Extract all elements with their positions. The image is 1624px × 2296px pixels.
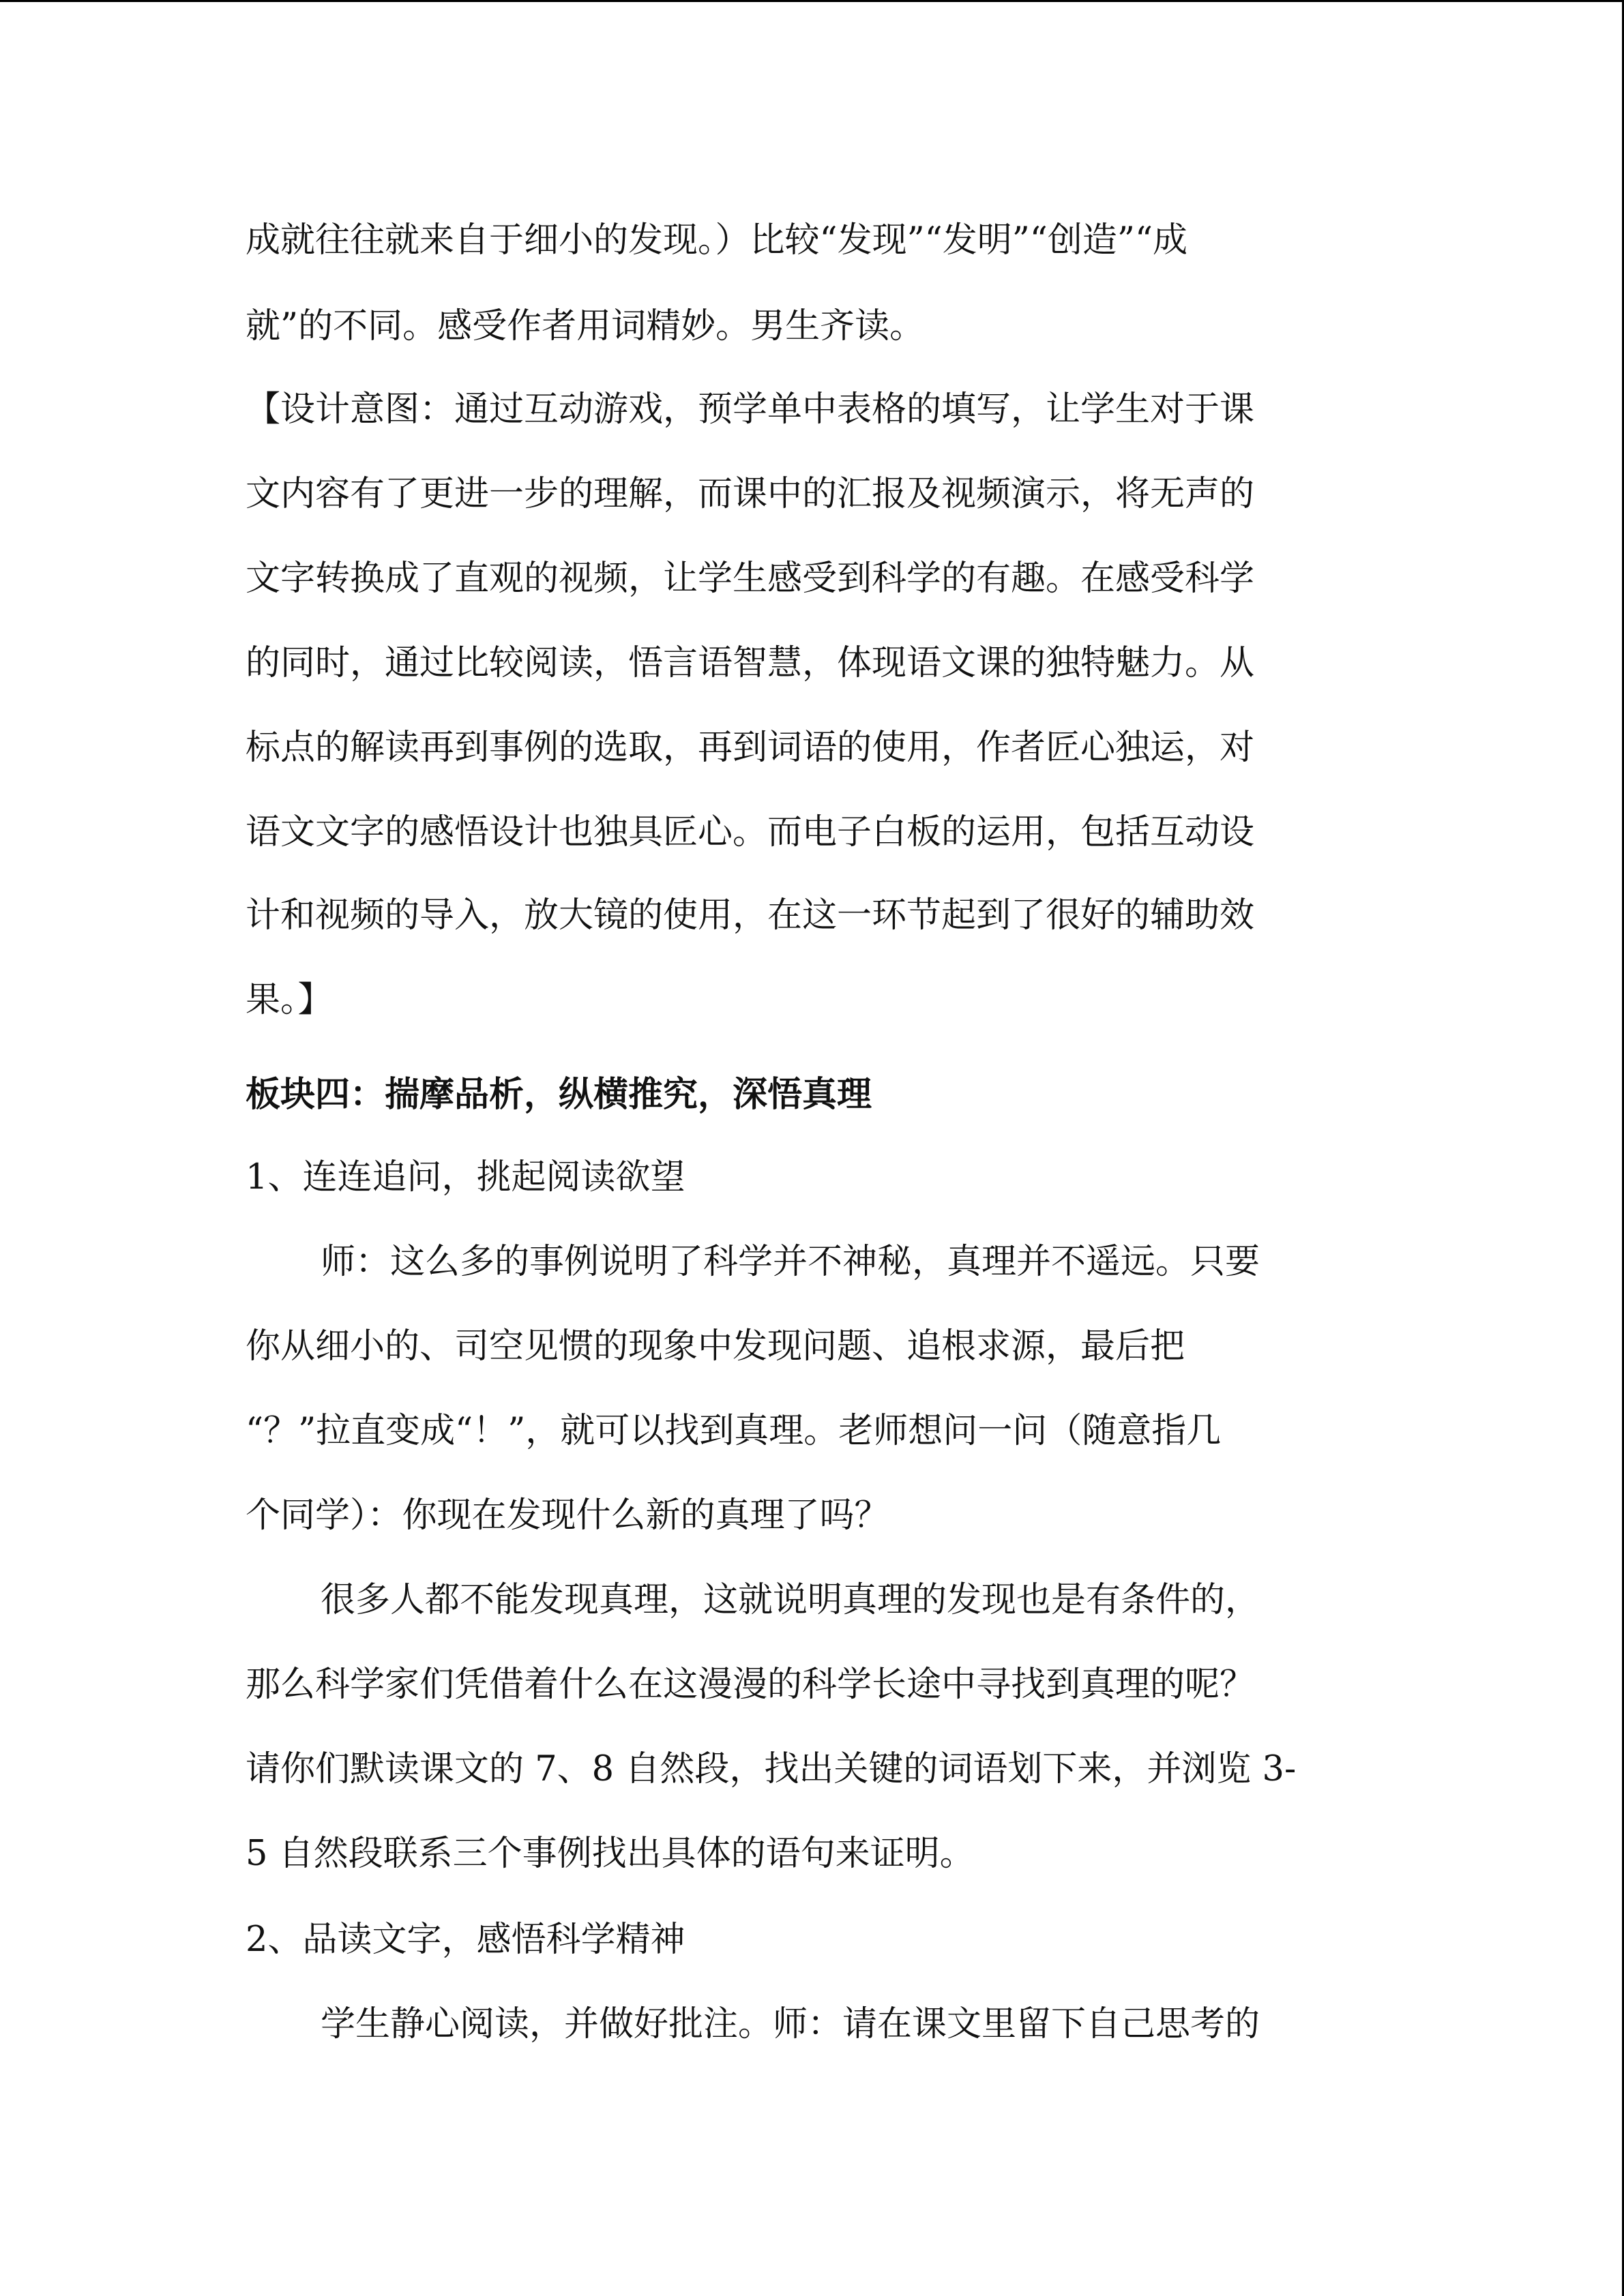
subheading-1: 1、连连追问，挑起阅读欲望 <box>246 1157 685 1197</box>
paragraph-1-line-2: 你从细小的、司空见惯的现象中发现问题、追根求源，最后把 <box>246 1326 1185 1367</box>
design-intent-line-2: 文内容有了更进一步的理解，而课中的汇报及视频演示，将无声的 <box>246 474 1255 514</box>
paragraph-1-line-3: “？”拉直变成“！”，就可以找到真理。老师想问一问（随意指几 <box>246 1411 1222 1451</box>
section-heading: 板块四：揣摩品析，纵横推究，深悟真理 <box>246 1074 872 1115</box>
design-intent-line-1: 【设计意图：通过互动游戏，预学单中表格的填写，让学生对于课 <box>246 389 1255 430</box>
subheading-2: 2、品读文字，感悟科学精神 <box>246 1920 685 1960</box>
design-intent-line-8: 果。】 <box>246 980 333 1020</box>
design-intent-line-3: 文字转换成了直观的视频，让学生感受到科学的有趣。在感受科学 <box>246 558 1255 599</box>
paragraph-2-line-4: 5 自然段联系三个事例找出具体的语句来证明。 <box>246 1834 975 1874</box>
paragraph-1-line-1: 师：这么多的事例说明了科学并不神秘，真理并不遥远。只要 <box>321 1242 1260 1282</box>
design-intent-line-4: 的同时，通过比较阅读，悟言语智慧，体现语文课的独特魅力。从 <box>246 643 1255 683</box>
design-intent-line-6: 语文文字的感悟设计也独具匠心。而电子白板的运用，包括互动设 <box>246 812 1255 852</box>
design-intent-line-5: 标点的解读再到事例的选取，再到词语的使用，作者匠心独运，对 <box>246 728 1255 768</box>
text-line-1: 成就往往就来自于细小的发现。）比较“发现”“发明”“创造”“成 <box>246 220 1188 260</box>
design-intent-line-7: 计和视频的导入，放大镜的使用，在这一环节起到了很好的辅助效 <box>246 895 1255 936</box>
text-line-2: 就”的不同。感受作者用词精妙。男生齐读。 <box>246 306 925 346</box>
paragraph-2-line-1: 很多人都不能发现真理，这就说明真理的发现也是有条件的， <box>321 1580 1260 1620</box>
paragraph-2-line-3: 请你们默读课文的 7、8 自然段，找出关键的词语划下来，并浏览 3- <box>246 1749 1297 1789</box>
paragraph-1-line-4: 个同学）：你现在发现什么新的真理了吗？ <box>246 1495 889 1536</box>
paragraph-3-line-1: 学生静心阅读，并做好批注。师：请在课文里留下自己思考的 <box>321 2004 1260 2044</box>
paragraph-2-line-2: 那么科学家们凭借着什么在这漫漫的科学长途中寻找到真理的呢？ <box>246 1665 1255 1705</box>
